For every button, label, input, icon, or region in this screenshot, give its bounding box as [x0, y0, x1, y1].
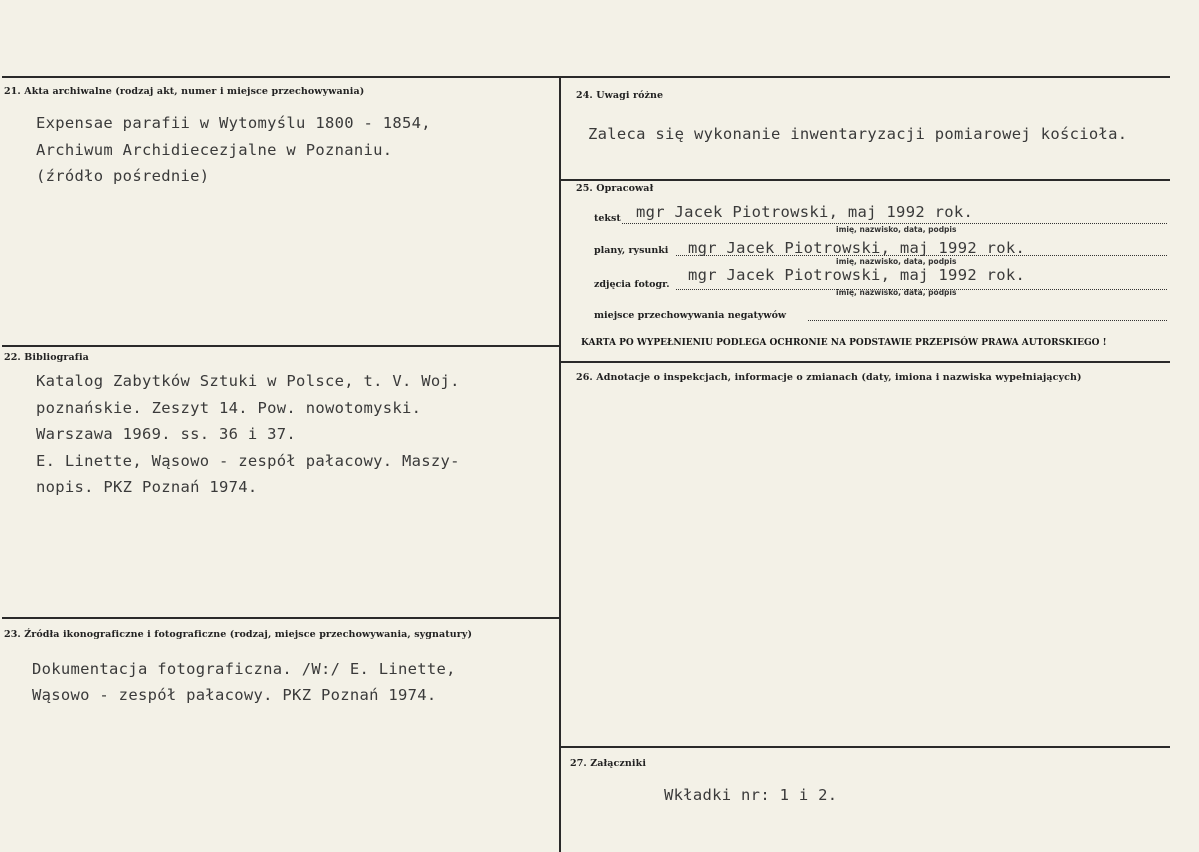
- zdjecia-value: mgr Jacek Piotrowski, maj 1992 rok.: [688, 266, 1026, 284]
- section-25-label: 25. Opracował: [576, 183, 654, 194]
- section-24-label: 24. Uwagi różne: [576, 90, 664, 101]
- section-22-line-1: Katalog Zabytków Sztuki w Polsce, t. V. Woj.: [36, 372, 460, 390]
- divider-21-22: [2, 345, 560, 347]
- zdjecia-caption: imię, nazwisko, data, podpis: [836, 288, 957, 297]
- divider-26-27: [560, 746, 1170, 748]
- section-23-label: 23. Źródła ikonograficzne i fotograficzne (rodzaj, miejsce przechowywania, sygnatury): [4, 629, 473, 640]
- miejsce-dotted-line: [808, 320, 1167, 321]
- plany-caption: imię, nazwisko, data, podpis: [836, 257, 957, 266]
- section-22-line-5: nopis. PKZ Poznań 1974.: [36, 478, 258, 496]
- section-22-label: 22. Bibliografia: [4, 352, 89, 363]
- miejsce-label: miejsce przechowywania negatywów: [594, 310, 787, 321]
- divider-22-23: [2, 617, 560, 619]
- section-26-label: 26. Adnotacje o inspekcjach, informacje o zmianach (daty, imiona i nazwiska wypełniających): [576, 372, 1082, 383]
- section-22-line-3: Warszawa 1969. ss. 36 i 37.: [36, 425, 297, 443]
- section-21-label: 21. Akta archiwalne (rodzaj akt, numer i miejsce przechowywania): [4, 86, 365, 97]
- center-divider: [559, 76, 561, 852]
- section-21-line-1: Expensae parafii w Wytomyślu 1800 - 1854,: [36, 114, 431, 132]
- section-21-line-2: Archiwum Archidiecezjalne w Poznaniu.: [36, 141, 393, 159]
- section-22-line-2: poznańskie. Zeszyt 14. Pow. nowotomyski.: [36, 399, 422, 417]
- section-22-line-4: E. Linette, Wąsowo - zespół pałacowy. Maszy-: [36, 452, 460, 470]
- tekst-label: tekst: [594, 213, 621, 224]
- divider-25-26: [560, 361, 1170, 363]
- tekst-dotted-line: [622, 223, 1167, 224]
- section-23-line-2: Wąsowo - zespół pałacowy. PKZ Poznań 1974.: [32, 686, 437, 704]
- zdjecia-label: zdjęcia fotogr.: [594, 279, 670, 290]
- copyright-notice: KARTA PO WYPEŁNIENIU PODLEGA OCHRONIE NA PODSTAWIE PRZEPISÓW PRAWA AUTORSKIEGO !: [581, 338, 1107, 348]
- plany-value: mgr Jacek Piotrowski, maj 1992 rok.: [688, 239, 1026, 257]
- tekst-caption: imię, nazwisko, data, podpis: [836, 225, 957, 234]
- section-21-line-3: (źródło pośrednie): [36, 167, 210, 185]
- divider-24-25: [560, 179, 1170, 181]
- plany-label: plany, rysunki: [594, 245, 669, 256]
- section-23-line-1: Dokumentacja fotograficzna. /W:/ E. Linette,: [32, 660, 456, 678]
- tekst-value: mgr Jacek Piotrowski, maj 1992 rok.: [636, 203, 974, 221]
- top-rule: [2, 76, 1170, 78]
- section-27-label: 27. Załączniki: [570, 758, 647, 769]
- section-24-text: Zaleca się wykonanie inwentaryzacji pomiarowej kościoła.: [588, 125, 1128, 143]
- section-27-text: Wkładki nr: 1 i 2.: [664, 786, 838, 804]
